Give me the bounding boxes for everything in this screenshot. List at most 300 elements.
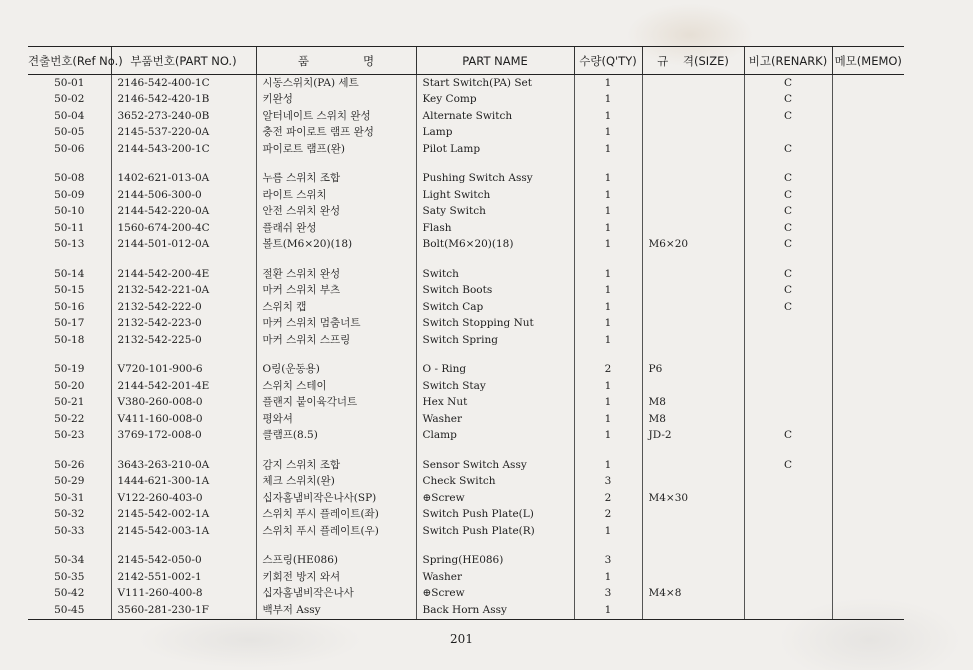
- spacer-cell: [28, 253, 111, 266]
- korean-name-cell: 키회전 방지 와셔: [256, 569, 416, 586]
- part-name-cell: Check Switch: [416, 474, 574, 491]
- remark-cell: C: [744, 92, 832, 109]
- spacer-cell: [256, 540, 416, 553]
- table-row: [28, 602, 904, 619]
- spacer-cell: [832, 349, 904, 362]
- remark-cell: C: [744, 457, 832, 474]
- memo-cell: [832, 378, 904, 395]
- size-cell: M4×8: [642, 586, 744, 603]
- header-size-a: 규: [657, 53, 669, 68]
- remark-cell: C: [744, 108, 832, 125]
- ref-no-cell: 50-32: [54, 508, 85, 521]
- memo-cell: [832, 490, 904, 507]
- part-name-cell: Pilot Lamp: [416, 141, 574, 158]
- ref-no-cell: 50-26: [54, 458, 85, 471]
- part-name-cell: Switch Push Plate(R): [416, 523, 574, 540]
- remark-cell: [744, 553, 832, 570]
- size-cell: [642, 283, 744, 300]
- table-row: [28, 586, 904, 603]
- remark-cell: [744, 395, 832, 412]
- ref-no-cell: 50-42: [54, 587, 85, 600]
- size-cell: [642, 316, 744, 333]
- spacer-cell: [744, 540, 832, 553]
- memo-cell: [832, 125, 904, 142]
- part-name-cell: O - Ring: [416, 362, 574, 379]
- korean-name-cell: 스위치 푸시 플레이트(우): [256, 523, 416, 540]
- ref-no-cell: 50-15: [54, 284, 85, 297]
- spacer-cell: [28, 444, 111, 457]
- page-number: 201: [450, 632, 473, 646]
- remark-cell: [744, 316, 832, 333]
- korean-name-cell: 십자홈냄비작은나사: [256, 586, 416, 603]
- quantity-cell: 1: [574, 299, 642, 316]
- spacer-cell: [416, 444, 574, 457]
- quantity-cell: 1: [574, 411, 642, 428]
- korean-name-cell: 마커 스위치 부츠: [256, 283, 416, 300]
- size-cell: [642, 569, 744, 586]
- memo-cell: [832, 586, 904, 603]
- header-size-b: 격(SIZE): [682, 53, 729, 68]
- memo-cell: [832, 75, 904, 92]
- part-no-cell: 2145-542-002-1A: [111, 507, 256, 524]
- spacer-cell: [642, 444, 744, 457]
- spacer-cell: [744, 444, 832, 457]
- quantity-cell: 1: [574, 220, 642, 237]
- korean-name-cell: 누름 스위치 조합: [256, 171, 416, 188]
- size-cell: [642, 457, 744, 474]
- part-name-cell: Switch Stopping Nut: [416, 316, 574, 333]
- quantity-cell: 1: [574, 141, 642, 158]
- korean-name-cell: 충전 파이로트 램프 완성: [256, 125, 416, 142]
- remark-cell: C: [744, 141, 832, 158]
- header-part-no: 부품번호(PART NO.): [111, 47, 256, 75]
- korean-name-cell: O링(운동용): [256, 362, 416, 379]
- part-name-cell: Bolt(M6×20)(18): [416, 237, 574, 254]
- korean-name-cell: 플랜지 붙이육각너트: [256, 395, 416, 412]
- size-cell: P6: [642, 362, 744, 379]
- quantity-cell: 1: [574, 75, 642, 92]
- part-name-cell: Saty Switch: [416, 204, 574, 221]
- spacer-cell: [416, 158, 574, 171]
- part-no-cell: 1560-674-200-4C: [111, 220, 256, 237]
- part-no-cell: 1402-621-013-0A: [111, 171, 256, 188]
- ref-no-cell: 50-09: [54, 188, 85, 201]
- part-name-cell: Lamp: [416, 125, 574, 142]
- memo-cell: [832, 204, 904, 221]
- table-row: [28, 428, 904, 445]
- table-row: [28, 171, 904, 188]
- memo-cell: [832, 457, 904, 474]
- remark-cell: [744, 125, 832, 142]
- group-spacer-row: [28, 444, 904, 457]
- size-cell: [642, 141, 744, 158]
- memo-cell: [832, 362, 904, 379]
- size-cell: [642, 108, 744, 125]
- table-row: [28, 507, 904, 524]
- spacer-cell: [574, 540, 642, 553]
- spacer-cell: [642, 540, 744, 553]
- ref-no-cell: 50-20: [54, 379, 85, 392]
- quantity-cell: 1: [574, 237, 642, 254]
- quantity-cell: 2: [574, 490, 642, 507]
- korean-name-cell: 감지 스위치 조합: [256, 457, 416, 474]
- part-no-cell: V111-260-400-8: [111, 586, 256, 603]
- ref-no-cell: 50-05: [54, 126, 85, 139]
- remark-cell: C: [744, 299, 832, 316]
- spacer-cell: [642, 253, 744, 266]
- ref-no-cell: 50-06: [54, 142, 85, 155]
- korean-name-cell: 평와셔: [256, 411, 416, 428]
- table-row: [28, 474, 904, 491]
- korean-name-cell: 마커 스위치 스프링: [256, 332, 416, 349]
- header-row: [28, 47, 904, 75]
- part-name-cell: Clamp: [416, 428, 574, 445]
- spacer-cell: [28, 349, 111, 362]
- quantity-cell: 1: [574, 457, 642, 474]
- remark-cell: C: [744, 237, 832, 254]
- table-row: [28, 395, 904, 412]
- spacer-cell: [642, 349, 744, 362]
- ref-no-cell: 50-16: [54, 300, 85, 313]
- memo-cell: [832, 266, 904, 283]
- ref-no-cell: 50-19: [54, 363, 85, 376]
- spacer-cell: [574, 444, 642, 457]
- part-no-cell: 3652-273-240-0B: [111, 108, 256, 125]
- table-row: [28, 411, 904, 428]
- ref-no-cell: 50-14: [54, 267, 85, 280]
- spacer-cell: [744, 158, 832, 171]
- size-cell: [642, 220, 744, 237]
- ref-no-cell: 50-01: [54, 76, 85, 89]
- spacer-cell: [28, 158, 111, 171]
- korean-name-cell: 라이트 스위치: [256, 187, 416, 204]
- spacer-cell: [111, 158, 256, 171]
- table-row: [28, 553, 904, 570]
- spacer-cell: [111, 540, 256, 553]
- remark-cell: [744, 586, 832, 603]
- memo-cell: [832, 141, 904, 158]
- memo-cell: [832, 602, 904, 619]
- spacer-cell: [832, 158, 904, 171]
- memo-cell: [832, 332, 904, 349]
- part-no-cell: 2144-542-201-4E: [111, 378, 256, 395]
- part-no-cell: 2145-542-003-1A: [111, 523, 256, 540]
- korean-name-cell: 절환 스위치 완성: [256, 266, 416, 283]
- size-cell: [642, 507, 744, 524]
- spacer-cell: [642, 158, 744, 171]
- group-spacer-row: [28, 540, 904, 553]
- spacer-cell: [256, 444, 416, 457]
- quantity-cell: 2: [574, 507, 642, 524]
- part-name-cell: Switch Cap: [416, 299, 574, 316]
- size-cell: M8: [642, 411, 744, 428]
- size-cell: M8: [642, 395, 744, 412]
- korean-name-cell: 키완성: [256, 92, 416, 109]
- quantity-cell: 2: [574, 362, 642, 379]
- quantity-cell: 1: [574, 395, 642, 412]
- part-name-cell: Back Horn Assy: [416, 602, 574, 619]
- size-cell: [642, 125, 744, 142]
- ref-no-cell: 50-02: [54, 93, 85, 106]
- part-no-cell: 2146-542-420-1B: [111, 92, 256, 109]
- table-row: [28, 362, 904, 379]
- quantity-cell: 1: [574, 316, 642, 333]
- korean-name-cell: 스위치 푸시 플레이트(좌): [256, 507, 416, 524]
- size-cell: [642, 92, 744, 109]
- remark-cell: C: [744, 283, 832, 300]
- korean-name-cell: 파이로트 램프(완): [256, 141, 416, 158]
- table-row: [28, 490, 904, 507]
- header-quantity: 수량(Q'TY): [574, 47, 642, 75]
- remark-cell: [744, 411, 832, 428]
- table-row: [28, 125, 904, 142]
- table-row: [28, 187, 904, 204]
- memo-cell: [832, 171, 904, 188]
- spacer-cell: [256, 158, 416, 171]
- spacer-cell: [256, 349, 416, 362]
- part-no-cell: 3643-263-210-0A: [111, 457, 256, 474]
- part-name-cell: Washer: [416, 569, 574, 586]
- header-part-name: PART NAME: [416, 47, 574, 75]
- ref-no-cell: 50-18: [54, 333, 85, 346]
- header-memo: 메모(MEMO): [832, 47, 904, 75]
- part-name-cell: Switch: [416, 266, 574, 283]
- ref-no-cell: 50-34: [54, 554, 85, 567]
- ref-no-cell: 50-13: [54, 238, 85, 251]
- size-cell: [642, 553, 744, 570]
- quantity-cell: 3: [574, 553, 642, 570]
- part-name-cell: ⊕Screw: [416, 586, 574, 603]
- group-spacer-row: [28, 253, 904, 266]
- parts-table-body: [28, 75, 904, 620]
- table-row: [28, 266, 904, 283]
- table-row: [28, 108, 904, 125]
- part-name-cell: Key Comp: [416, 92, 574, 109]
- size-cell: [642, 523, 744, 540]
- memo-cell: [832, 553, 904, 570]
- part-no-cell: 3560-281-230-1F: [111, 602, 256, 619]
- part-name-cell: Switch Spring: [416, 332, 574, 349]
- size-cell: [642, 204, 744, 221]
- part-name-cell: Spring(HE086): [416, 553, 574, 570]
- part-name-cell: Switch Boots: [416, 283, 574, 300]
- quantity-cell: 1: [574, 428, 642, 445]
- quantity-cell: 1: [574, 92, 642, 109]
- korean-name-cell: 체크 스위치(완): [256, 474, 416, 491]
- part-name-cell: Switch Stay: [416, 378, 574, 395]
- part-no-cell: 2132-542-223-0: [111, 316, 256, 333]
- quantity-cell: 1: [574, 523, 642, 540]
- korean-name-cell: 스프링(HE086): [256, 553, 416, 570]
- remark-cell: C: [744, 266, 832, 283]
- table-row: [28, 299, 904, 316]
- part-name-cell: Hex Nut: [416, 395, 574, 412]
- part-no-cell: 2144-542-200-4E: [111, 266, 256, 283]
- part-name-cell: Light Switch: [416, 187, 574, 204]
- size-cell: JD-2: [642, 428, 744, 445]
- size-cell: [642, 474, 744, 491]
- korean-name-cell: 스위치 캡: [256, 299, 416, 316]
- table-row: [28, 204, 904, 221]
- korean-name-cell: 클램프(8.5): [256, 428, 416, 445]
- memo-cell: [832, 428, 904, 445]
- part-name-cell: Switch Push Plate(L): [416, 507, 574, 524]
- remark-cell: [744, 490, 832, 507]
- part-no-cell: 2144-506-300-0: [111, 187, 256, 204]
- size-cell: [642, 332, 744, 349]
- group-spacer-row: [28, 158, 904, 171]
- remark-cell: C: [744, 171, 832, 188]
- ref-no-cell: 50-45: [28, 602, 111, 619]
- size-cell: [642, 171, 744, 188]
- korean-name-cell: 안전 스위치 완성: [256, 204, 416, 221]
- memo-cell: [832, 108, 904, 125]
- part-no-cell: 2132-542-225-0: [111, 332, 256, 349]
- part-name-cell: Flash: [416, 220, 574, 237]
- memo-cell: [832, 220, 904, 237]
- table-row: [28, 75, 904, 92]
- quantity-cell: 3: [574, 474, 642, 491]
- remark-cell: [744, 523, 832, 540]
- ref-no-cell: 50-11: [54, 221, 85, 234]
- spacer-cell: [28, 540, 111, 553]
- table-row: [28, 220, 904, 237]
- part-name-cell: Sensor Switch Assy: [416, 457, 574, 474]
- quantity-cell: 3: [574, 586, 642, 603]
- spacer-cell: [744, 253, 832, 266]
- part-no-cell: 2144-542-220-0A: [111, 204, 256, 221]
- spacer-cell: [256, 253, 416, 266]
- spacer-cell: [574, 253, 642, 266]
- quantity-cell: 1: [574, 378, 642, 395]
- part-no-cell: V122-260-403-0: [111, 490, 256, 507]
- spacer-cell: [416, 253, 574, 266]
- korean-name-cell: 스위치 스테이: [256, 378, 416, 395]
- memo-cell: [832, 187, 904, 204]
- remark-cell: C: [744, 75, 832, 92]
- spacer-cell: [111, 349, 256, 362]
- korean-name-cell: 알터네이트 스위치 완성: [256, 108, 416, 125]
- ref-no-cell: 50-17: [54, 317, 85, 330]
- part-no-cell: 2144-501-012-0A: [111, 237, 256, 254]
- korean-name-cell: 마커 스위치 멈춤너트: [256, 316, 416, 333]
- remark-cell: C: [744, 220, 832, 237]
- remark-cell: [744, 474, 832, 491]
- remark-cell: [744, 602, 832, 619]
- spacer-cell: [416, 349, 574, 362]
- size-cell: [642, 378, 744, 395]
- part-no-cell: 2132-542-221-0A: [111, 283, 256, 300]
- table-row: [28, 378, 904, 395]
- spacer-cell: [744, 349, 832, 362]
- part-no-cell: 2146-542-400-1C: [111, 75, 256, 92]
- size-cell: M6×20: [642, 237, 744, 254]
- ref-no-cell: 50-23: [54, 429, 85, 442]
- part-name-cell: Start Switch(PA) Set: [416, 75, 574, 92]
- remark-cell: [744, 569, 832, 586]
- spacer-cell: [574, 158, 642, 171]
- spacer-cell: [574, 349, 642, 362]
- table-row: [28, 141, 904, 158]
- quantity-cell: 1: [574, 108, 642, 125]
- remark-cell: [744, 507, 832, 524]
- quantity-cell: 1: [574, 125, 642, 142]
- ref-no-cell: 50-04: [54, 109, 85, 122]
- korean-name-cell: 백부저 Assy: [256, 602, 416, 619]
- part-no-cell: 2145-537-220-0A: [111, 125, 256, 142]
- remark-cell: C: [744, 204, 832, 221]
- part-name-cell: Pushing Switch Assy: [416, 171, 574, 188]
- size-cell: [642, 266, 744, 283]
- ref-no-cell: 50-22: [54, 412, 85, 425]
- memo-cell: [832, 395, 904, 412]
- table-row: [28, 457, 904, 474]
- memo-cell: [832, 283, 904, 300]
- quantity-cell: 1: [574, 602, 642, 619]
- size-cell: [642, 602, 744, 619]
- ref-no-cell: 50-08: [54, 172, 85, 185]
- header-ref-no: 견출번호(Ref No.): [28, 47, 111, 75]
- quantity-cell: 1: [574, 332, 642, 349]
- part-name-cell: Alternate Switch: [416, 108, 574, 125]
- part-no-cell: 3769-172-008-0: [111, 428, 256, 445]
- spacer-cell: [416, 540, 574, 553]
- quantity-cell: 1: [574, 187, 642, 204]
- header-remark: 비고(RENARK): [744, 47, 832, 75]
- spacer-cell: [832, 540, 904, 553]
- table-row: [28, 332, 904, 349]
- part-no-cell: V720-101-900-6: [111, 362, 256, 379]
- korean-name-cell: 플래쉬 완성: [256, 220, 416, 237]
- header-korean-name: [256, 47, 416, 75]
- korean-name-cell: 볼트(M6×20)(18): [256, 237, 416, 254]
- ref-no-cell: 50-31: [54, 491, 85, 504]
- size-cell: M4×30: [642, 490, 744, 507]
- spacer-cell: [111, 444, 256, 457]
- memo-cell: [832, 92, 904, 109]
- size-cell: [642, 187, 744, 204]
- ref-no-cell: 50-29: [54, 475, 85, 488]
- memo-cell: [832, 569, 904, 586]
- part-no-cell: 2144-543-200-1C: [111, 141, 256, 158]
- ref-no-cell: 50-10: [54, 205, 85, 218]
- parts-table: [28, 46, 904, 620]
- table-row: [28, 283, 904, 300]
- table-row: [28, 316, 904, 333]
- header-size: [642, 47, 744, 75]
- quantity-cell: 1: [574, 204, 642, 221]
- part-name-cell: ⊕Screw: [416, 490, 574, 507]
- memo-cell: [832, 523, 904, 540]
- ref-no-cell: 50-21: [54, 396, 85, 409]
- memo-cell: [832, 411, 904, 428]
- part-no-cell: V380-260-008-0: [111, 395, 256, 412]
- table-row: [28, 92, 904, 109]
- table-row: [28, 523, 904, 540]
- remark-cell: C: [744, 428, 832, 445]
- header-korean-name-b: 명: [363, 53, 375, 68]
- remark-cell: [744, 378, 832, 395]
- quantity-cell: 1: [574, 283, 642, 300]
- table-row: [28, 569, 904, 586]
- part-no-cell: 2145-542-050-0: [111, 553, 256, 570]
- spacer-cell: [111, 253, 256, 266]
- korean-name-cell: 십자홈냄비작은나사(SP): [256, 490, 416, 507]
- part-no-cell: 2142-551-002-1: [111, 569, 256, 586]
- table-row: [28, 237, 904, 254]
- quantity-cell: 1: [574, 266, 642, 283]
- ref-no-cell: 50-35: [54, 570, 85, 583]
